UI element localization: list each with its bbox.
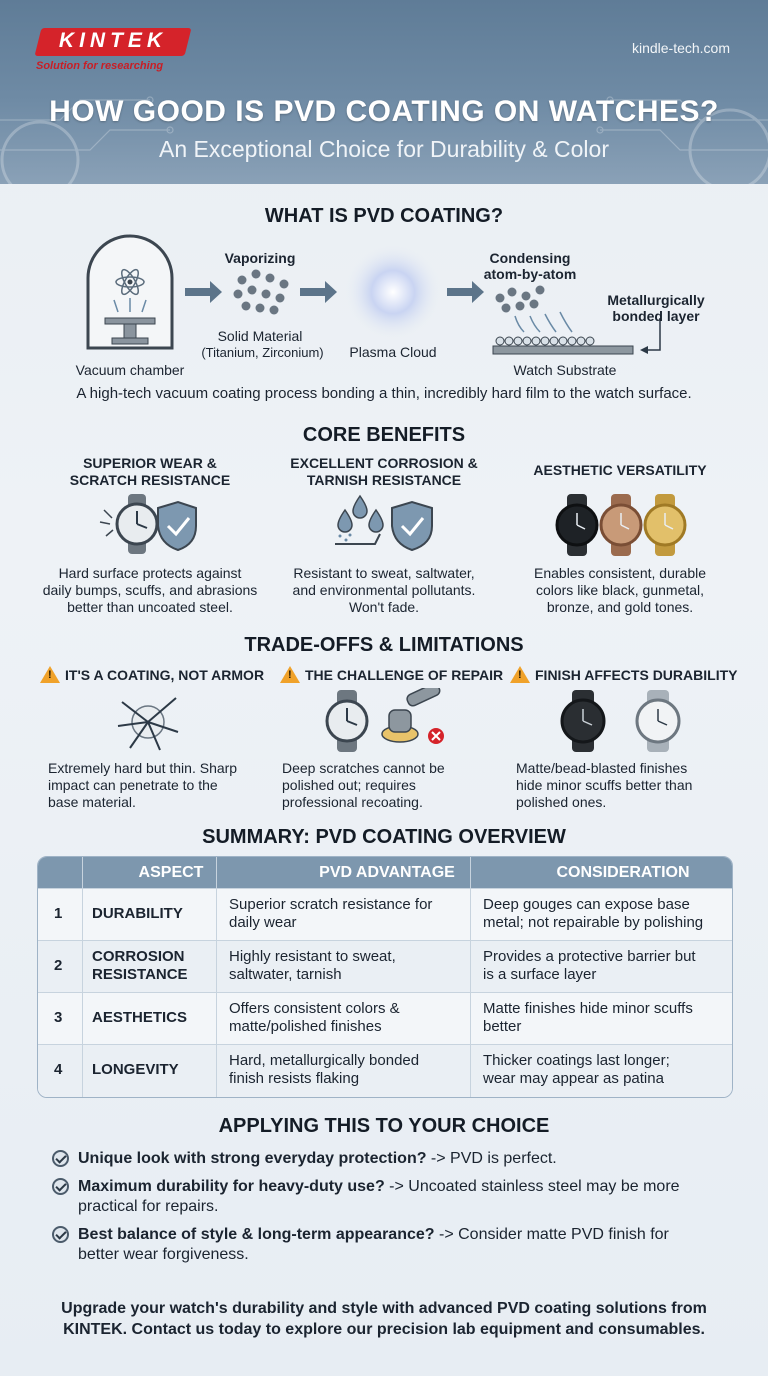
pvd-description: A high-tech vacuum coating process bonding a thin, incredibly hard film to the watch surface. [76,385,692,402]
table-divider [82,857,83,1097]
table-row: 1 DURABILITY Superior scratch resistance for daily wear Deep gouges can expose base metal; not repairable by polishing [38,888,732,941]
section-title-tradeoffs: TRADE-OFFS & LIMITATIONS [244,634,524,656]
plasma-cloud-icon [345,244,441,340]
table-header-consideration: CONSIDERATION [514,857,732,888]
section-title-summary: SUMMARY: PVD COATING OVERVIEW [202,826,566,848]
label-vacuum-chamber: Vacuum chamber [75,362,185,378]
benefit-heading-wear: SUPERIOR WEAR & SCRATCH RESISTANCE [69,455,231,488]
arrow-icon [447,281,484,303]
tradeoff-heading-finish: ! FINISH AFFECTS DURABILITY [510,666,737,683]
table-header-advantage: PVD ADVANTAGE [260,857,514,888]
warning-icon: ! [280,666,300,683]
table-divider [470,857,471,1097]
warning-icon: ! [510,666,530,683]
label-solid-material-note: (Titanium, Zirconium) [201,345,324,360]
table-row: 3 AESTHETICS Offers consistent colors & matte/polished finishes Matte finishes hide minor scuffs better [38,992,732,1045]
table-row: 4 LONGEVITY Hard, metallurgically bonded finish resists flaking Thicker coatings last longer; wear may appear as patina [38,1044,732,1097]
table-header-aspect: ASPECT [82,857,260,888]
label-vaporizing: Vaporizing [224,250,296,266]
tradeoff-heading-repair: ! THE CHALLENGE OF REPAIR [280,666,503,683]
apply-item-3: Best balance of style & long-term appearance? -> Consider matte PVD finish for better wear forgiveness. [78,1226,669,1263]
colored-watches-icon [557,494,685,556]
benefit-text-corrosion: Resistant to sweat, saltwater, and environmental pollutants. Won't fade. [292,565,476,615]
table-divider [216,857,217,1097]
tradeoff-text-coating: Extremely hard but thin. Sharp impact can penetrate to the base material. [48,760,238,810]
vacuum-chamber-icon [88,236,172,348]
tradeoff-text-repair: Deep scratches cannot be polished out; requires professional recoating. [282,760,445,810]
apply-item-2: Maximum durability for heavy-duty use? -> Uncoated stainless steel may be more practical for repairs. [78,1178,680,1215]
header-banner [0,0,768,184]
warning-icon: ! [40,666,60,683]
tradeoff-icons [0,688,768,754]
check-icon [52,1178,69,1195]
benefit-icons [0,492,768,558]
label-solid-material: Solid Material [217,328,303,344]
section-title-core-benefits: CORE BENEFITS [302,424,466,446]
page-subtitle: An Exceptional Choice for Durability & Color [159,136,609,162]
apply-item-1: Unique look with strong everyday protection? -> PVD is perfect. [78,1150,557,1167]
crack-icon [118,698,178,750]
tradeoff-heading-coating: ! IT'S A COATING, NOT ARMOR [40,666,264,683]
table-header-index [38,857,82,888]
logo-text: KINTEK [58,29,168,52]
drops-shield-icon [335,496,432,550]
arrow-icon [300,281,337,303]
finish-watches-icon [562,690,679,752]
watch-shield-icon [100,494,196,554]
label-bonded-layer: bonded layer [612,308,700,324]
benefit-text-aesthetic: Enables consistent, durable colors like black, gunmetal, bronze, and gold tones. [534,565,706,615]
label-metallurgically: Metallurgically [607,292,705,308]
section-title-what-is-pvd: WHAT IS PVD COATING? [264,205,504,227]
logo-tagline: Solution for researching [36,60,164,72]
tradeoff-text-finish: Matte/bead-blasted finishes hide minor scuffs better than polished ones. [516,760,693,810]
watch-polisher-icon [327,688,444,752]
check-icon [52,1226,69,1243]
benefit-text-wear: Hard surface protects against daily bumps, scuffs, and abrasions better than uncoated steel. [42,565,258,615]
call-to-action: Upgrade your watch's durability and style with advanced PVD coating solutions from KINTEK. Contact us today to explore our precision lab equipment and consumables. [61,1300,707,1338]
label-plasma-cloud: Plasma Cloud [349,344,437,360]
summary-table [37,856,733,1098]
table-row: 2 CORROSION RESISTANCE Highly resistant to sweat, saltwater, tarnish Provides a protective barrier but is a surface layer [38,940,732,993]
benefit-heading-corrosion: EXCELLENT CORROSION & TARNISH RESISTANCE [290,455,478,488]
arrow-icon [185,281,222,303]
label-condensing: Condensing [489,250,571,266]
benefit-heading-aesthetic: AESTHETIC VERSATILITY [533,462,707,478]
section-title-apply: APPLYING THIS TO YOUR CHOICE [218,1115,550,1137]
label-atom-by-atom: atom-by-atom [483,266,577,282]
watch-substrate-icon [493,346,633,354]
particles-icon [234,270,289,315]
label-watch-substrate: Watch Substrate [513,362,617,378]
page-title: HOW GOOD IS PVD COATING ON WATCHES? [49,95,719,128]
check-icon [52,1150,69,1167]
website-link[interactable]: kindle-tech.com [631,40,730,56]
